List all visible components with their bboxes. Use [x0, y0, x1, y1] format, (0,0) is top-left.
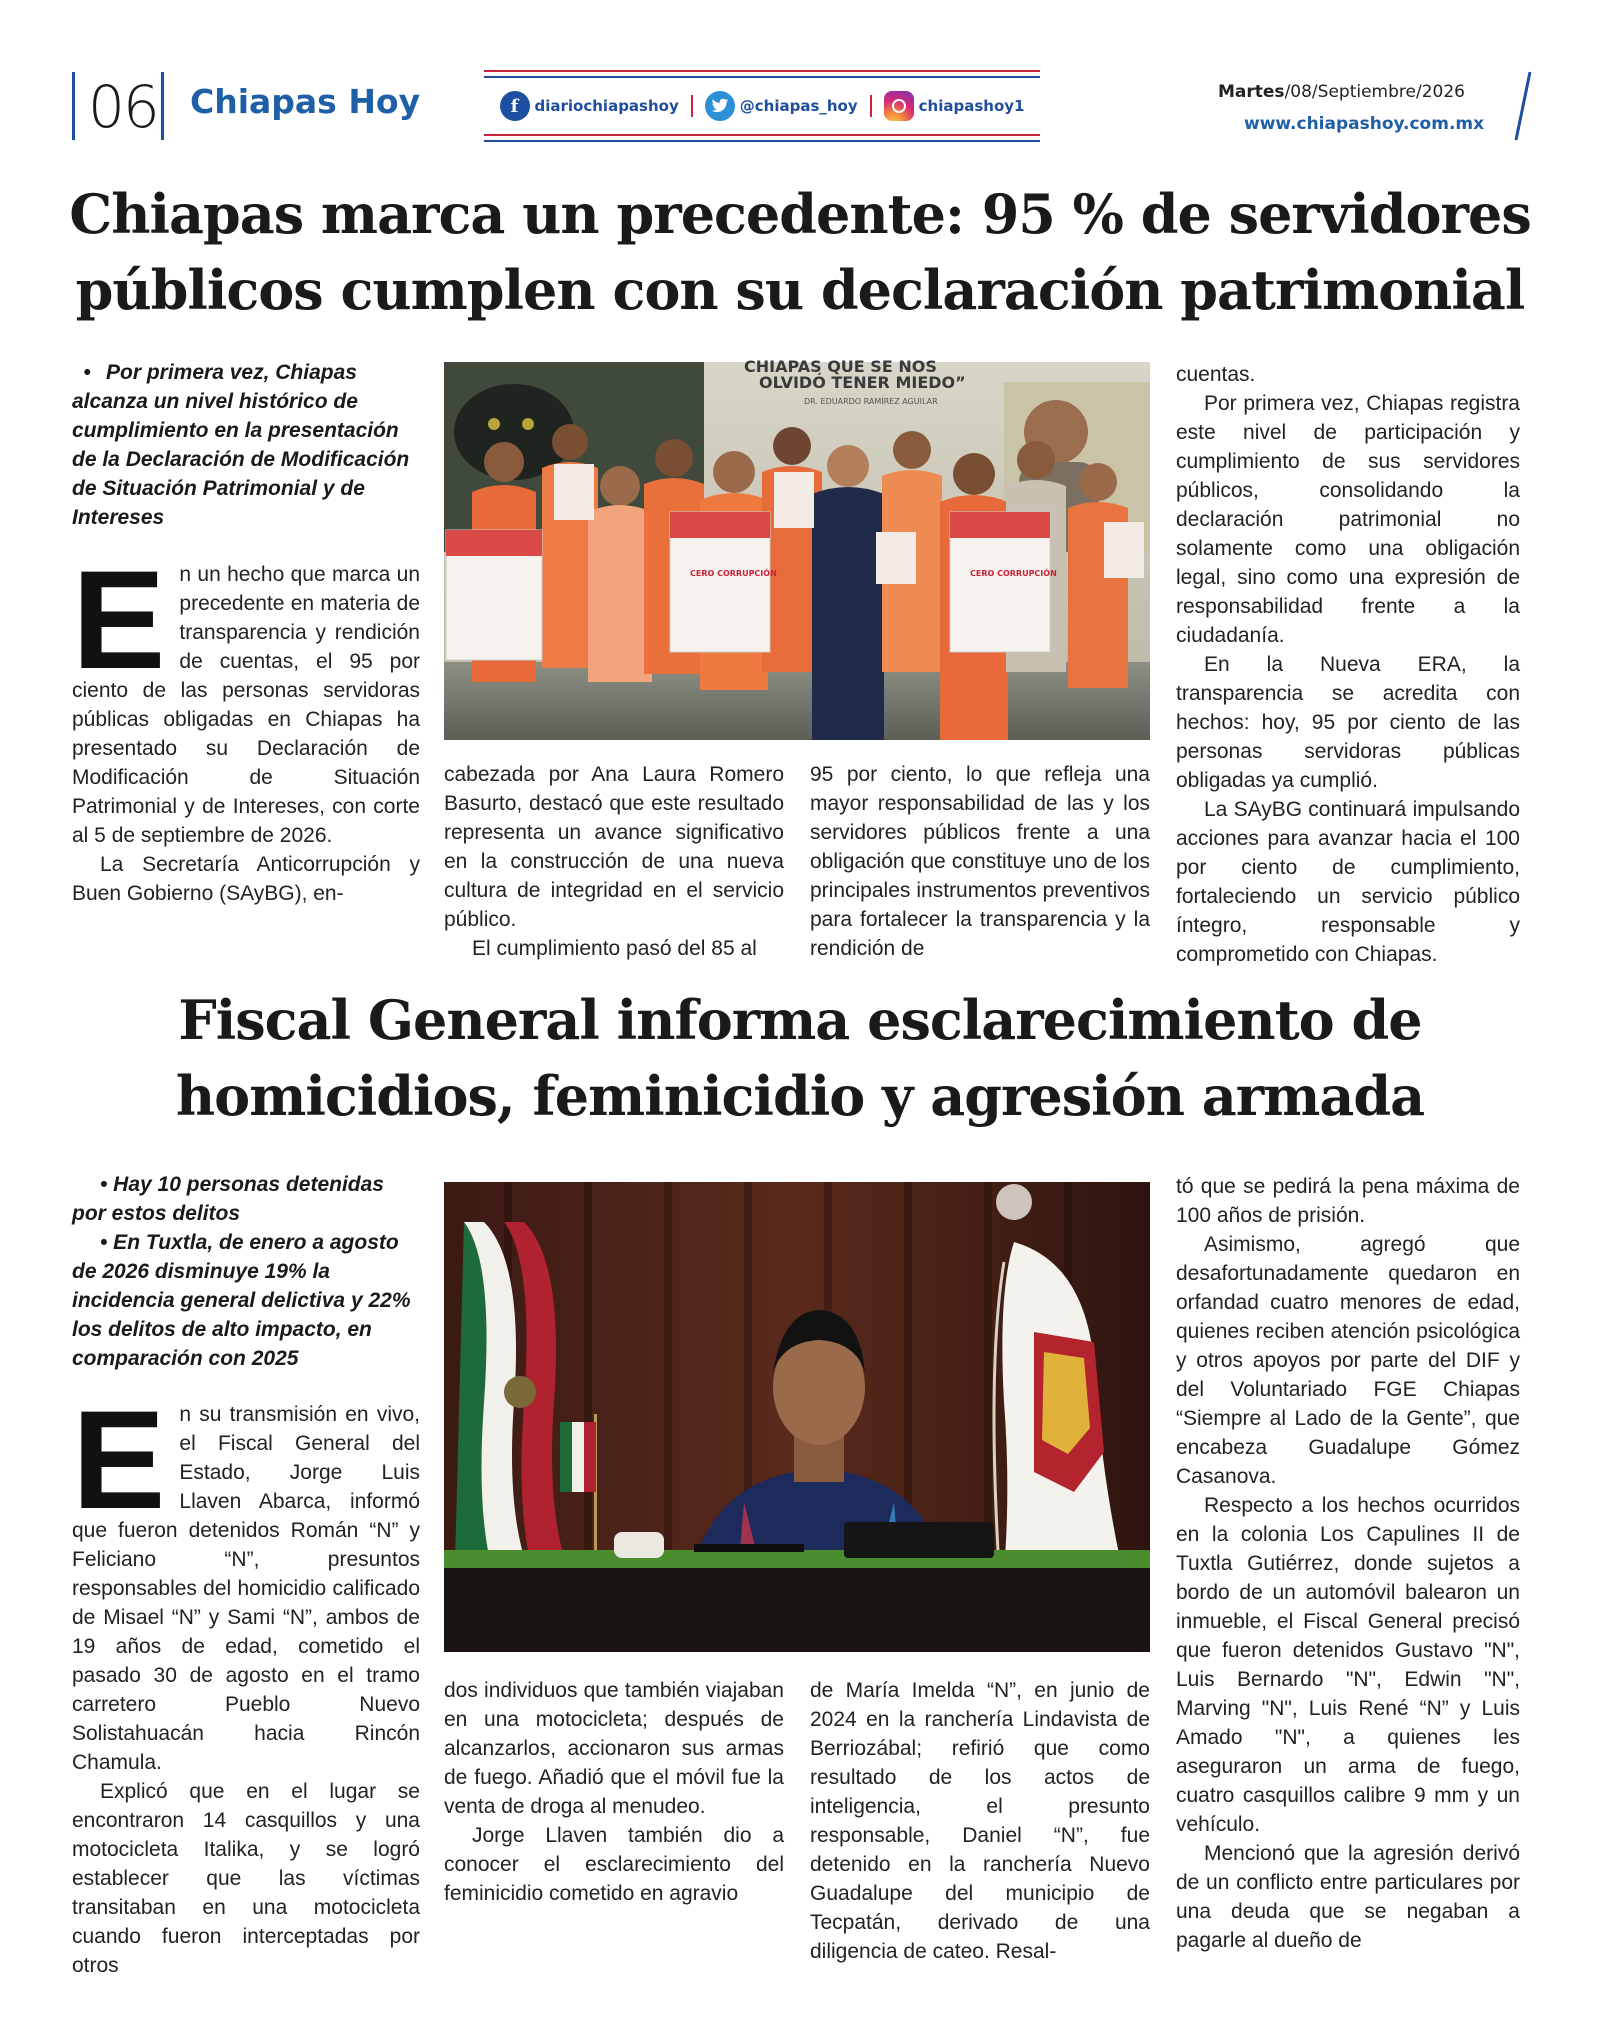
article2-col2	[444, 1676, 784, 1976]
instagram-handle[interactable]	[884, 91, 1025, 121]
bullet-icon: •	[72, 361, 92, 384]
article2-col3	[810, 1676, 1150, 1976]
article2-headline	[60, 982, 1540, 1134]
twitter-handle-text: @chiapas_hoy	[739, 97, 858, 115]
twitter-handle[interactable]	[705, 91, 858, 121]
weekday: Martes	[1218, 82, 1285, 102]
paragraph: n un hecho que marca un precedente en materia de transparencia y rendición de cuentas, el 95 por ciento de las personas servidoras públicas obligadas en Chiapas ha presentado su Declaración de Modificación de Situación Patrimonial y de Intereses, con corte al 5 de septiembre de 2026.	[72, 563, 420, 847]
paragraph: Asimismo, agregó que desafortunadamente quedaron en orfandad cuatro menores de edad, quienes reciben atención psicológica y otros apoyos por parte del DIF y del Voluntariado FGE Chiapas “Siempre al Lado de la Gente”, que encabeza Guadalupe Gómez Casanova.	[1176, 1233, 1520, 1488]
header-slash-decoration	[1496, 70, 1536, 142]
bottom-rule-blue	[484, 140, 1040, 142]
article1-col4	[1176, 360, 1520, 966]
headline-line: Fiscal General informa esclarecimiento de	[178, 988, 1422, 1052]
paragraph: cuentas.	[1176, 363, 1256, 386]
summary-bullet: Por primera vez, Chiapas alcanza un nivel histórico de cumplimiento en la presentación de la Declaración de Modificación de Situación Patrimonial y de Intereses	[72, 361, 410, 529]
section-name: Chiapas Hoy	[190, 82, 421, 121]
article1-col3	[810, 760, 1150, 970]
summary-bullet: • En Tuxtla, de enero a agosto de 2026 disminuye 19% la incidencia general delictiva y 22% los delitos de alto impacto, en comparación con 2025	[72, 1231, 411, 1370]
website-link[interactable]: www.chiapashoy.com.mx	[1244, 114, 1485, 134]
paragraph: dos individuos que también viajaban en una motocicleta; después de alcanzarlos, accionaron sus armas de fuego. Añadió que el móvil fue la venta de droga al menudeo.	[444, 1679, 784, 1818]
instagram-handle-text: chiapashoy1	[918, 97, 1025, 115]
group-photo-illustration	[444, 357, 1150, 740]
svg-text:CERO CORRUPCIÓN: CERO CORRUPCIÓN	[970, 569, 1057, 578]
article2-summary	[72, 1170, 420, 1373]
summary-bullet: • Hay 10 personas detenidas por estos delitos	[72, 1173, 384, 1225]
paragraph: cabezada por Ana Laura Romero Basurto, destacó que este resultado representa un avance significativo en la construcción de una nueva cultura de integridad en el servicio público.	[444, 763, 784, 931]
bottom-rule-red	[484, 134, 1040, 136]
paragraph: En la Nueva ERA, la transparencia se acredita con hechos: hoy, 95 por ciento de las personas servidoras públicas obligadas ya cumplió.	[1176, 653, 1520, 792]
article1-photo	[444, 357, 1150, 740]
paragraph: La Secretaría Anticorrupción y Buen Gobierno (SAyBG), en-	[72, 853, 420, 905]
paragraph: Jorge Llaven también dio a conocer el esclarecimiento del feminicidio cometido en agravio	[444, 1824, 784, 1905]
drop-cap: E	[72, 541, 166, 698]
article1-headline	[60, 176, 1540, 328]
headline-line: públicos cumplen con su declaración patrimonial	[75, 258, 1525, 322]
paragraph: n su transmisión en vivo, el Fiscal General del Estado, Jorge Luis Llaven Abarca, informó que fueron detenidos Román “N” y Feliciano “N”, presuntos responsables del homicidio calificado de Misael “N” y Sami “N”, ambos de 19 años de edad, cometido el pasado 30 de agosto en el tramo carretero Pueblo Nuevo Solistahuacán hacia Rincón Chamula.	[72, 1403, 420, 1774]
facebook-icon: f	[500, 91, 530, 121]
paragraph: Respecto a los hechos ocurridos en la colonia Los Capulines II de Tuxtla Gutiérrez, donde sujetos a bordo de un automóvil balearon un inmueble, el Fiscal General precisó que fueron detenidos Gustavo "N", Luis Bernardo "N", Edwin "N", Marving "N", Luis René “N” y Luis Amado "N", a quienes les aseguraron un arma de fuego, cuatro casquillos calibre 9 mm y un vehículo.	[1176, 1494, 1520, 1836]
social-bar	[484, 70, 1040, 142]
article1-col2	[444, 760, 784, 970]
top-rule-red	[484, 70, 1040, 72]
article1-col1	[72, 541, 420, 944]
page-number: 06	[88, 73, 158, 141]
twitter-icon	[705, 91, 735, 121]
banner-text: CHIAPAS QUE SE NOS	[744, 357, 937, 376]
issue-date	[1218, 82, 1465, 102]
paragraph: Mencionó que la agresión derivó de un conflicto entre particulares por una deuda que se negaban a pagarle al dueño de	[1176, 1842, 1520, 1952]
article1-summary	[72, 358, 420, 532]
facebook-handle-text: diariochiapashoy	[534, 97, 679, 115]
top-rule-blue	[484, 76, 1040, 78]
svg-text:CERO CORRUPCIÓN: CERO CORRUPCIÓN	[690, 569, 777, 578]
divider	[870, 95, 872, 117]
banner-text: OLVIDÓ TENER MIEDO”	[759, 373, 966, 392]
headline-line: Chiapas marca un precedente: 95 % de servidores	[69, 182, 1531, 246]
paragraph: La SAyBG continuará impulsando acciones para avanzar hacia el 100 por ciento de cumplimiento, fortaleciendo un servicio público íntegro, responsable y comprometido con Chiapas.	[1176, 798, 1520, 966]
paragraph: de María Imelda “N”, en junio de 2024 en la ranchería Lindavista de Berriozábal; refirió que como resultado de los actos de inteligencia, el presunto responsable, Daniel “N”, fue detenido en la ranchería Nuevo Guadalupe del municipio de Tecpatán, derivado de una diligencia de cateo. Resal-	[810, 1679, 1150, 1963]
facebook-handle[interactable]	[500, 91, 679, 121]
article2-photo	[444, 1182, 1150, 1652]
paragraph: Por primera vez, Chiapas registra este nivel de participación y cumplimiento de sus servidores públicos, consolidando la declaración patrimonial no solamente como una obligación legal, sino como una expresión de responsabilidad frente a la ciudadanía.	[1176, 392, 1520, 647]
article2-col1	[72, 1381, 420, 1977]
paragraph: El cumplimiento pasó del 85 al	[472, 937, 757, 960]
article2-col4	[1176, 1172, 1520, 1976]
date-text: /08/Septiembre/2026	[1284, 82, 1465, 102]
paragraph: 95 por ciento, lo que refleja una mayor responsabilidad de las y los servidores públicos frente a una obligación que constituye uno de los principales instrumentos preventivos para fortalecer la transparencia y la rendición de	[810, 763, 1150, 960]
divider	[691, 95, 693, 117]
paragraph: Explicó que en el lugar se encontraron 14 casquillos y una motocicleta Italika, y se logró establecer que las víctimas transitaban en una motocicleta cuando fueron interceptadas por otros	[72, 1780, 420, 1977]
paragraph: tó que se pedirá la pena máxima de 100 años de prisión.	[1176, 1175, 1520, 1227]
official-portrait-illustration	[444, 1182, 1150, 1652]
drop-cap: E	[72, 1381, 166, 1538]
instagram-icon	[884, 91, 914, 121]
banner-author: DR. EDUARDO RAMÍREZ AGUILAR	[804, 397, 938, 406]
headline-line: homicidios, feminicidio y agresión armada	[175, 1064, 1425, 1128]
